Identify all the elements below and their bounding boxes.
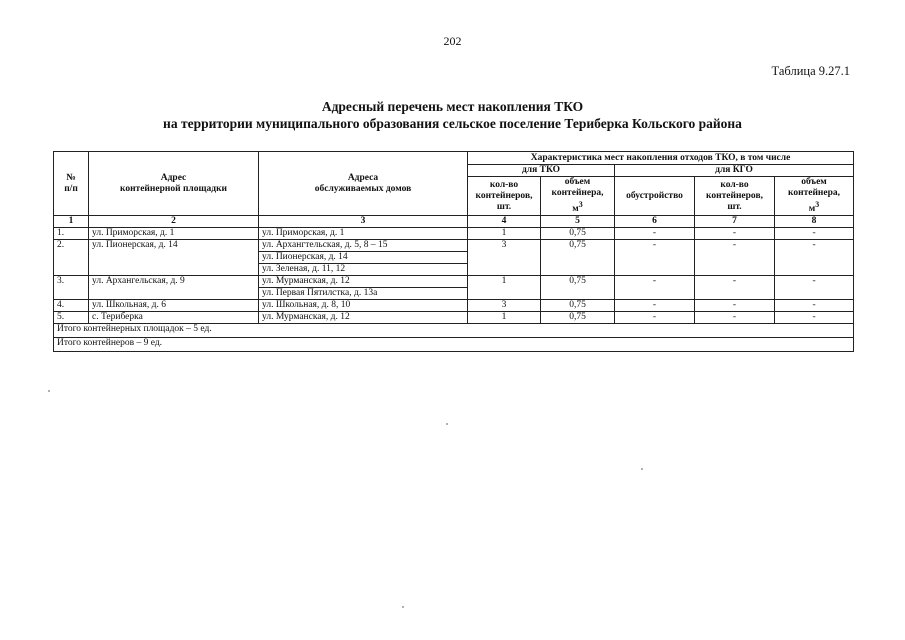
equipment: - [615,276,695,300]
equipment: - [615,228,695,240]
house-address: ул. Архангтельская, д. 5, 8 – 15 [259,240,468,252]
house-address: ул. Мурманская, д. 12 [259,276,468,288]
table-header [54,152,854,228]
table-row [54,240,854,252]
tko-volume: 0,75 [541,240,615,276]
site-address: ул. Пионерская, д. 14 [89,240,259,276]
header-equipment: обустройство [615,177,695,216]
kgo-volume: - [775,228,854,240]
document-title [0,98,905,132]
totals-row-sites [54,324,854,338]
scan-speck [641,468,643,470]
site-address: ул. Приморская, д. 1 [89,228,259,240]
table-row [54,276,854,288]
equipment: - [615,312,695,324]
table-body [54,228,854,352]
tko-volume: 0,75 [541,228,615,240]
table-row [54,300,854,312]
tko-count: 3 [468,240,541,276]
column-number-4: 4 [468,216,541,228]
waste-sites-table [53,151,854,352]
house-address: ул. Мурманская, д. 12 [259,312,468,324]
tko-count: 1 [468,228,541,240]
table-label: Таблица 9.27.1 [771,64,850,78]
column-number-2: 2 [89,216,259,228]
site-address: ул. Школьная, д. 6 [89,300,259,312]
tko-volume: 0,75 [541,276,615,300]
kgo-volume: - [775,312,854,324]
kgo-count: - [695,240,775,276]
row-number: 3. [54,276,89,300]
equipment: - [615,240,695,276]
row-number: 5. [54,312,89,324]
header-number: № п/п [54,152,89,216]
tko-count: 1 [468,312,541,324]
column-number-5: 5 [541,216,615,228]
scan-speck [402,606,404,608]
house-address: ул. Зеленая, д. 11, 12 [259,264,468,276]
kgo-count: - [695,276,775,300]
site-address: ул. Архангельская, д. 9 [89,276,259,300]
column-number-1: 1 [54,216,89,228]
row-number: 4. [54,300,89,312]
table-row [54,312,854,324]
row-number: 1. [54,228,89,240]
table-row [54,228,854,240]
column-number-3: 3 [259,216,468,228]
kgo-count: - [695,312,775,324]
kgo-volume: - [775,300,854,312]
column-number-7: 7 [695,216,775,228]
header-kgo-count: кол-во контейнеров, шт. [695,177,775,216]
tko-count: 1 [468,276,541,300]
house-address: ул. Первая Пятилстка, д. 13а [259,288,468,300]
site-address: с. Териберка [89,312,259,324]
header-house-addresses: Адреса обслуживаемых домов [259,152,468,216]
header-tko-volume: объем контейнера, $м^3$ [541,177,615,216]
total-sites: Итого контейнерных площадок – 5 ед. [54,324,854,338]
page-number: 202 [443,34,462,48]
title-line-1: Адресный перечень мест накопления ТКО [321,99,584,114]
kgo-count: - [695,300,775,312]
header-characteristics: Характеристика мест накопления отходов ТКО, в том числе [468,152,854,165]
header-tko: для ТКО [468,165,615,177]
house-address: ул. Школьная, д. 8, 10 [259,300,468,312]
totals-row-containers [54,338,854,352]
header-site-address: Адрес контейнерной площадки [89,152,259,216]
tko-volume: 0,75 [541,300,615,312]
house-address: ул. Пионерская, д. 14 [259,252,468,264]
column-number-8: 8 [775,216,854,228]
kgo-count: - [695,228,775,240]
equipment: - [615,300,695,312]
tko-count: 3 [468,300,541,312]
title-line-2: на территории муниципального образования сельское поселение Териберка Кольского района [163,116,742,131]
header-kgo-volume: объем контейнера, $м^3$ [775,177,854,216]
header-kgo: для КГО [615,165,854,177]
scan-speck [48,390,50,392]
kgo-volume: - [775,276,854,300]
column-number-6: 6 [615,216,695,228]
kgo-volume: - [775,240,854,276]
header-tko-count: кол-во контейнеров, шт. [468,177,541,216]
total-containers: Итого контейнеров – 9 ед. [54,338,854,352]
scan-speck [446,423,448,425]
tko-volume: 0,75 [541,312,615,324]
row-number: 2. [54,240,89,276]
house-address: ул. Приморская, д. 1 [259,228,468,240]
